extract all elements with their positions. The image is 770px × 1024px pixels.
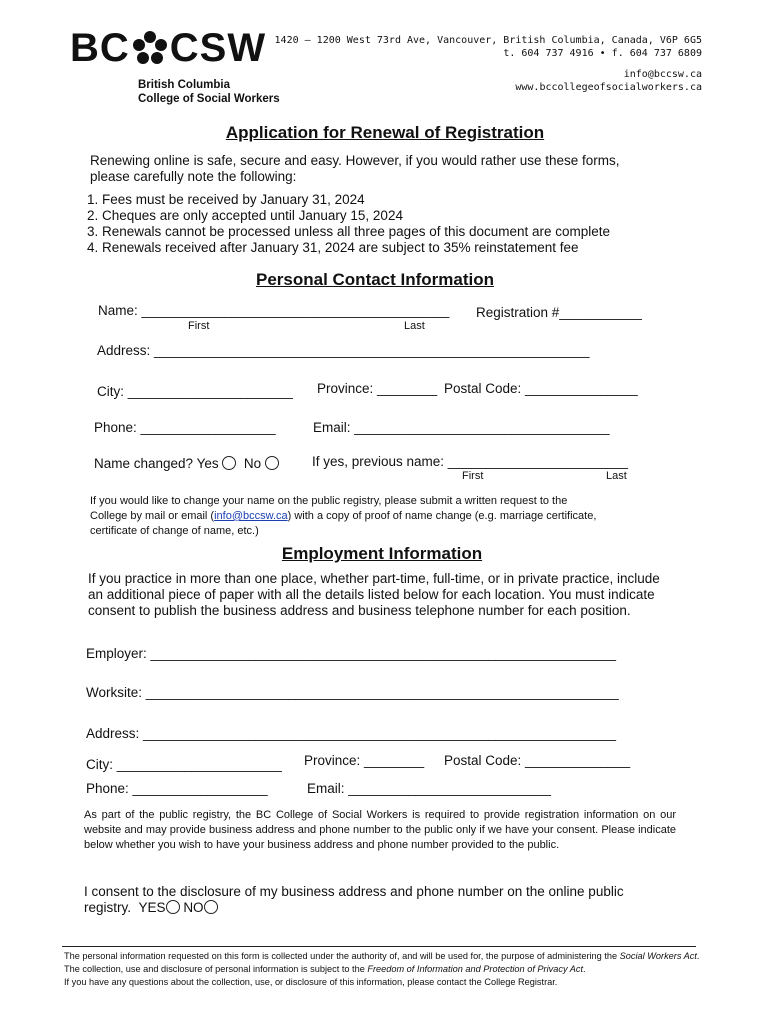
first-label: First <box>188 320 210 332</box>
no-label: NO <box>183 900 204 915</box>
list-item: 3. Renewals cannot be processed unless all three pages of this document are complete <box>102 224 680 240</box>
note-line-1: If you would like to change your name on the public registry, please submit a written request to the <box>90 495 568 507</box>
work-phone-field[interactable]: Phone: __________________ <box>86 781 268 796</box>
email-text: info@bccsw.ca <box>623 69 702 80</box>
registration-field[interactable]: Registration #___________ <box>476 305 642 320</box>
prev-first-label: First <box>462 470 484 482</box>
note-line-2: College by mail or email (info@bccsw.ca) with a copy of proof of name change (e.g. marriage certificate, <box>90 510 597 522</box>
work-city-field[interactable]: City: ______________________ <box>86 757 282 772</box>
phone-field[interactable]: Phone: __________________ <box>94 420 276 435</box>
footer-line-1: The personal information requested on this form is collected under the authority of, and will be used for, the purpose of administering the Social Workers Act. The collection, use and disclosure of personal information is subject to the Freedom of Information and Protection of Privacy Act. <box>64 951 700 974</box>
prev-last-label: Last <box>606 470 627 482</box>
work-address-field[interactable]: Address: _______________________________________________________________ <box>86 726 617 741</box>
page-title: Application for Renewal of Registration <box>225 123 545 142</box>
note-line-3: certificate of change of name, etc.) <box>90 525 259 537</box>
intro-text: Renewing online is safe, secure and easy. However, if you would rather use these forms, please carefully note the following: <box>90 153 620 184</box>
registry-note: As part of the public registry, the BC College of Social Workers is required to provide registration information on our website and may provide business address and phone number to the public only if we have your consent. Please indicate below whether you wish to have your business address and phone number provided to the public. <box>84 809 676 851</box>
last-label: Last <box>404 320 425 332</box>
list-item: 1. Fees must be received by January 31, 2024 <box>102 192 680 208</box>
logo <box>70 26 266 71</box>
no-label: No <box>243 456 262 471</box>
name-changed-yes-radio[interactable] <box>222 456 236 470</box>
work-postal-field[interactable]: Postal Code: ______________ <box>444 753 631 768</box>
contact-block <box>275 34 702 94</box>
org-name <box>138 78 280 106</box>
email-link[interactable]: info@bccsw.ca <box>214 510 288 522</box>
consent-no-radio[interactable] <box>204 900 218 914</box>
consent-yes-radio[interactable] <box>166 900 180 914</box>
employer-field[interactable]: Employer: ______________________________________________________________ <box>86 646 617 661</box>
work-email-field[interactable]: Email: ___________________________ <box>307 781 551 796</box>
name-changed-label: Name changed? Yes <box>94 456 219 471</box>
consent-text: I consent to the disclosure of my business address and phone number on the online public registry. <box>84 884 624 915</box>
work-province-field[interactable]: Province: ________ <box>304 753 425 768</box>
worksite-field[interactable]: Worksite: _______________________________________________________________ <box>86 685 619 700</box>
personal-heading: Personal Contact Information <box>255 270 495 289</box>
footer-divider <box>62 946 696 947</box>
employment-heading: Employment Information <box>281 544 483 563</box>
phones-text: t. 604 737 4916 • f. 604 737 6809 <box>503 48 702 59</box>
city-field[interactable]: City: ______________________ <box>97 384 293 399</box>
consent-row <box>84 884 624 916</box>
org-line-1: British Columbia <box>138 79 231 91</box>
employment-intro: If you practice in more than one place, whether part-time, full-time, or in private practice, include an additional piece of paper with all the details listed below for each location. You must indicate consent to publish the business address and business telephone number for each position. <box>88 571 660 618</box>
postal-code-field[interactable]: Postal Code: _______________ <box>444 381 638 396</box>
list-item: 2. Cheques are only accepted until January 15, 2024 <box>102 208 680 224</box>
name-change-note <box>90 494 596 539</box>
footer-line-3: If you have any questions about the collection, use, or disclosure of this information, please contact the College Registrar. <box>64 977 558 987</box>
name-changed-no-radio[interactable] <box>265 456 279 470</box>
privacy-footer <box>64 950 704 989</box>
yes-label: YES <box>138 900 166 915</box>
logo-csw: CSW <box>169 26 267 70</box>
flower-icon <box>130 29 170 65</box>
address-field[interactable]: Address: __________________________________________________________ <box>97 343 590 358</box>
notes-list <box>80 192 680 256</box>
name-field[interactable]: Name: _________________________________________ <box>98 303 450 318</box>
logo-bc: BC <box>70 26 130 70</box>
name-changed-row <box>94 456 279 472</box>
list-item: 4. Renewals received after January 31, 2024 are subject to 35% reinstatement fee <box>102 240 680 256</box>
website-text: www.bccollegeofsocialworkers.ca <box>515 82 702 93</box>
previous-name-field[interactable]: If yes, previous name: ________________________ <box>312 454 629 469</box>
address-text: 1420 – 1200 West 73rd Ave, Vancouver, British Columbia, Canada, V6P 6G5 <box>274 35 702 46</box>
province-field[interactable]: Province: ________ <box>317 381 438 396</box>
org-line-2: College of Social Workers <box>138 93 280 105</box>
email-field[interactable]: Email: __________________________________ <box>313 420 610 435</box>
